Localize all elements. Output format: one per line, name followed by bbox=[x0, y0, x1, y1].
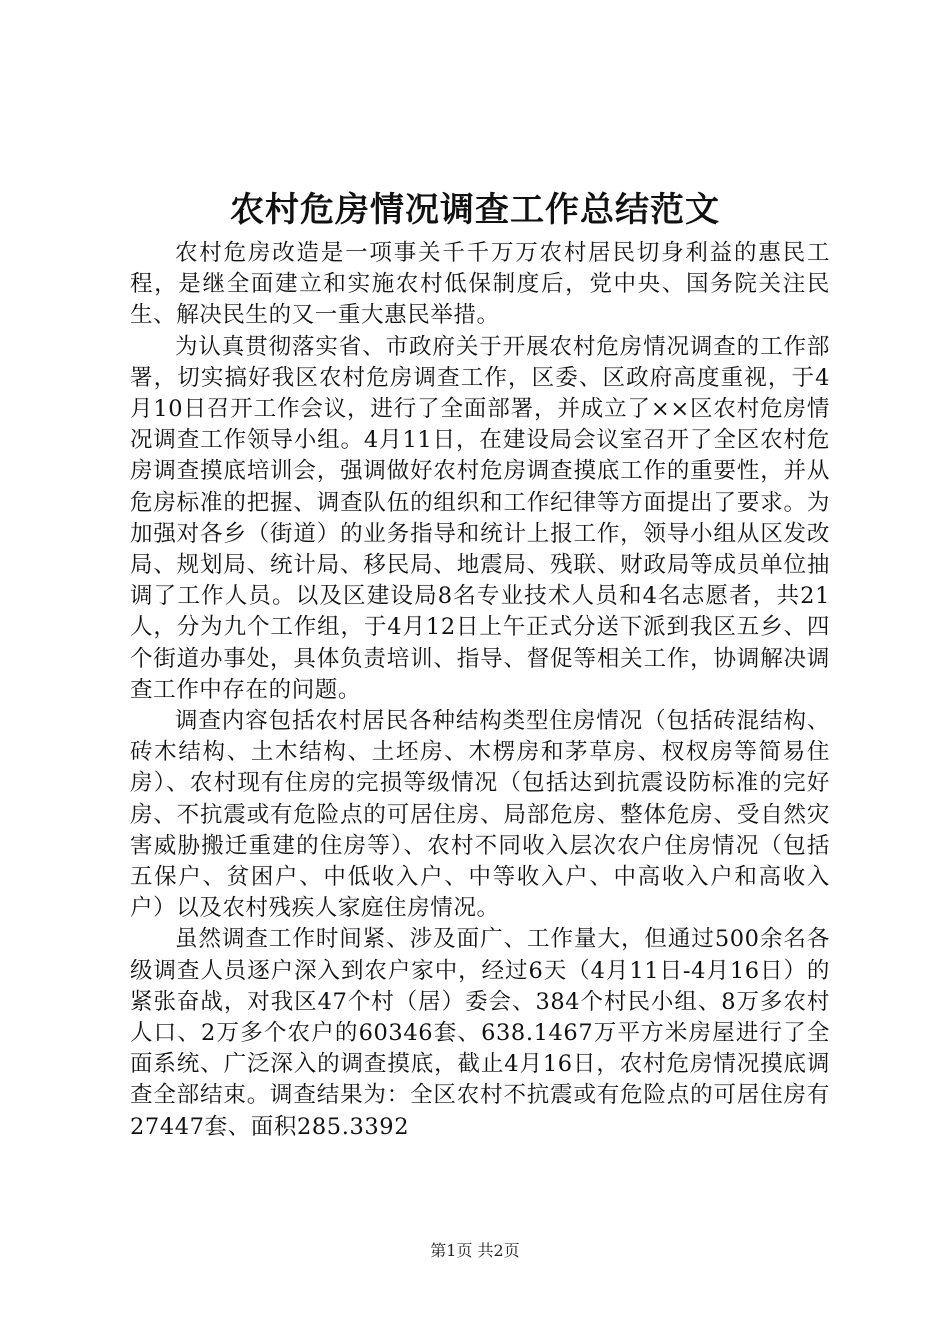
document-body bbox=[130, 238, 830, 1143]
paragraph-1: 农村危房改造是一项事关千千万万农村居民切身利益的惠民工程，是继全面建立和实施农村低保制度后，党中央、国务院关注民生、解决民生的又一重大惠民举措。 bbox=[130, 240, 830, 329]
page-number-footer: 第1页 共2页 bbox=[430, 1241, 520, 1260]
paragraph-4: 虽然调查工作时间紧、涉及面广、工作量大，但通过500余名各级调查人员逐户深入到农户家中，经过6天（4月11日-4月16日）的紧张奋战，对我区47个村（居）委会、384个村民小组、8万多农村人口、2万多个农户的60346套、638.1467万平方米房屋进行了全面系统、广泛深入的调查摸底，截止4月16日，农村危房情况摸底调查全部结束。调查结果为：全区农村不抗震或有危险点的可居住房有27447套、面积285.3392 bbox=[130, 926, 830, 1140]
document-title: 农村危房情况调查工作总结范文 bbox=[230, 190, 720, 230]
paragraph-2: 为认真贯彻落实省、市政府关于开展农村危房情况调查的工作部署，切实搞好我区农村危房调查工作，区委、区政府高度重视，于4月10日召开工作会议，进行了全面部署，并成立了××区农村危房情况调查工作领导小组。4月11日，在建设局会议室召开了全区农村危房调查摸底培训会，强调做好农村危房调查摸底工作的重要性，并从危房标准的把握、调查队伍的组织和工作纪律等方面提出了要求。为加强对各乡（街道）的业务指导和统计上报工作，领导小组从区发改局、规划局、统计局、移民局、地震局、残联、财政局等成员单位抽调了工作人员。以及区建设局8名专业技术人员和4名志愿者，共21人，分为九个工作组，于4月12日上午正式分送下派到我区五乡、四个街道办事处，具体负责培训、指导、督促等相关工作，协调解决调查工作中存在的问题。 bbox=[130, 333, 830, 703]
paragraph-3: 调查内容包括农村居民各种结构类型住房情况（包括砖混结构、砖木结构、土木结构、土坯房、木楞房和茅草房、杈杈房等简易住房）、农村现有住房的完损等级情况（包括达到抗震设防标准的完好房、不抗震或有危险点的可居住房、局部危房、整体危房、受自然灾害威胁搬迁重建的住房等）、农村不同收入层次农户住房情况（包括五保户、贫困户、中低收入户、中等收入户、中高收入户和高收入户）以及农村残疾人家庭住房情况。 bbox=[130, 708, 830, 922]
